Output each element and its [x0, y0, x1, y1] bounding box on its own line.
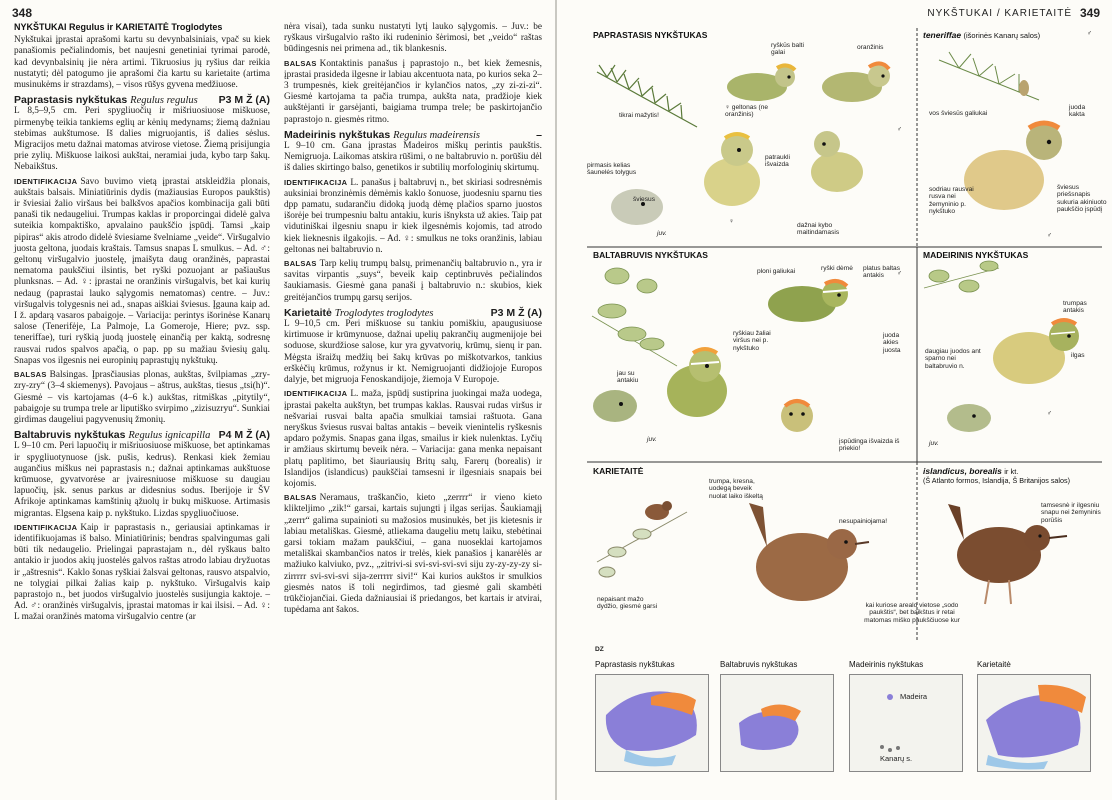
pine-cone — [1019, 80, 1029, 96]
panel-title-teneriffae — [923, 30, 1040, 40]
species-body: L 9–10 cm. Gana įprastas Madeiros miškų perintis paukštis. Nemigruoja. Laikomas atskira rūšimi, o ne baltabruvio n. porūšiu dėl iš dalies skirtingo balso, genetikos ir subtilių morfologinių skirtumų. — [284, 141, 542, 174]
goldcrest-juvenile-head — [611, 189, 663, 225]
caption: ryški dėmė — [821, 265, 853, 272]
id-paragraph — [284, 388, 542, 490]
caption: tikrai mažytis! — [619, 112, 659, 119]
firecrest-illustration — [587, 256, 912, 461]
range-map-goldcrest — [595, 674, 709, 772]
caption: ryškiau žaliai viršus nei p. nykštuko — [733, 330, 771, 352]
caption: nesupainiojama! — [839, 518, 888, 525]
title-suffix: ir kt. — [1004, 467, 1019, 476]
left-column-1 — [14, 22, 270, 626]
caption: vos šviesūs galiukai — [929, 110, 988, 117]
family-intro: Nykštukai įprastai aprašomi kartu su devynbalsiniais, vpač su kiek panašiomis pečialindomis, bet naujesni genetiniai tyrimai parodė, kad devynbalsinių jie nėra artimi. Tikruosius jų ryšius dar reikia nustatyti; dėl patogumo jie aprašomi čia kartu su karietaite (artima musinukėms ir strazdams), – visos rūšys gyvena medžiuose. — [14, 35, 270, 91]
title-sci: islandicus, borealis — [923, 466, 1002, 476]
panel-title-wren: KARIETAITĖ — [593, 466, 644, 476]
species-name: Madeirinis nykštukas — [284, 128, 391, 141]
leafy-twig — [924, 261, 999, 292]
caption: trumpa, kresna, uodegą beveik nuolat laiko iškeltą — [709, 478, 763, 500]
wren-small — [645, 501, 672, 520]
species-heading-madeira — [284, 130, 542, 141]
caption: ploni galiukai — [757, 268, 796, 275]
species-name: Paprastasis nykštukas — [14, 94, 128, 107]
voice-text: Balsingas. Įprasčiausias plonas, aukštas, švilpiamas „zry-zry-zry“ (3–4 skiemenys). Pavojaus – aštrus, aukštas, tiesus „tsi(h)“. Giesmė – vis kartojamas (4–6 k.) aukštas, ritmiškas „pitytily“, pabaigoje su trumpa trele ar liputiško svirpimo „zizisuzryu“. Sunkiai girdimas daugeliui pagyvenusių žmonių. — [14, 370, 270, 425]
status-code: – — [536, 128, 542, 141]
madeira-juvenile-head — [947, 404, 991, 432]
species-heading-wren — [284, 308, 542, 319]
voice-paragraph — [284, 492, 542, 616]
caption: jau su antakiu — [617, 370, 639, 385]
caption-symbol: ♂ — [897, 126, 902, 133]
caption-symbol: ♂ — [1047, 232, 1052, 239]
right-page — [557, 0, 1112, 800]
voice-label: BALSAS — [284, 58, 317, 68]
caption: juv. — [647, 436, 657, 443]
voice-text: Tarp kelių trumpų balsų, primenančių baltabruvio n., yra ir savitas virpantis „suys“, beveik kaip ceptinbruvės pečialindos šaukiamasis. Giesmė gana panaši į baltabruvio n.: skubios, kiek greitėjančios trumpų garsų serijos. — [284, 259, 542, 303]
species-body: L 9–10,5 cm. Peri miškuose su tankiu pomiškiu, apaugusiuose kirtimuose ir krūmynuose, dažnai upelių pakrančių augmenijoje bei soduose, skurdžiose salose, kur yra gyvatvorių, krūmų, sienų ir pan. Mėgsta išraižų medžių bei šakų krūvas po miškotvarkos, tankius erškėčių krūmus, rožynus ir kt. Nemigruojanti didžiojoje Europos dalyje, bet migruoja Fenoskandijoje, žiemoja V Europoje. — [284, 319, 542, 386]
madeira-bird-1 — [993, 320, 1079, 384]
maps-corner-label: DZ — [595, 646, 604, 653]
species-sci: Regulus ignicapilla — [128, 430, 211, 442]
caption: dažnai kybo maitindamasis — [797, 222, 840, 237]
caption: oranžinis — [857, 44, 884, 51]
species-body: L 9–10 cm. Peri lapuočių ir mišriuosiuose miškuose, bet aptinkamas ir spygliuotynuose (jsk. pušis, kedrus). Renkasi kiek žemiau augančius miškus nei paprastasis n.; dažnai aptinkamas aukštuose krūmuose, gyvatvorėse ar įvairesniuose miškuose su daugiau lapuočių, įsk. senus parkus ar didesnius sodus. Iberijoje ir ŠV Afrikoje aptinkamas kamštinių ąžuolų ir bukų miškuose. Artimasis migrantas. Elgsena kaip p. nykštuko. Lizdas spygliuočiuose. — [14, 441, 270, 519]
species-heading-firecrest — [14, 430, 270, 441]
status-code: P4 M Ž (A) — [218, 429, 270, 442]
caption: juoda kakta — [1069, 104, 1086, 119]
species-sci: Regulus regulus — [130, 95, 198, 107]
left-page — [0, 0, 555, 800]
running-head: NYKŠTUKAI / KARIETAITĖ — [927, 8, 1072, 19]
goldcrest-bird-4 — [811, 131, 863, 192]
caption: juv. — [657, 230, 667, 237]
voice-label: BALSAS — [284, 493, 317, 503]
title-sci: teneriffae — [923, 30, 962, 40]
caption: juv. — [929, 440, 939, 447]
page-number-left: 348 — [12, 6, 33, 20]
id-label: IDENTIFIKACIJA — [14, 522, 78, 532]
map-label-madeira: Madeira — [900, 692, 928, 701]
caption: tamsesnė ir ilgesniu snapu nei žemyninis porūšis — [1041, 502, 1101, 524]
caption: patraukli išvaizda — [765, 154, 790, 169]
id-paragraph — [14, 522, 270, 624]
caption: pirmasis kelias šaunelės tolygus — [587, 162, 637, 177]
map-title-goldcrest: Paprastasis nykštukas — [595, 660, 675, 669]
voice-label: BALSAS — [14, 370, 47, 380]
caption: juoda akies juosta — [883, 332, 901, 354]
status-code: P3 M Ž (A) — [490, 306, 542, 319]
caption: nepaisant mažo dydžio, giesmė garsi — [597, 596, 658, 611]
caption: šviesus priešsnapis sukuria akiniuoto paukščio įspūdį — [1057, 184, 1107, 214]
status-code: P3 M Ž (A) — [218, 94, 270, 107]
range-map-wren — [977, 674, 1091, 772]
id-text: L. maža, įspūdį sustiprina juokingai maža uodega, įprastai pakelta aukštyn, bet trumpas kaklas. Rausvai rudas viršus ir nešvariai rusvai balta apačia smulkiai tamsiai raštuota. Gana neryškus šviesus rusvai baltas antakis – beveik vienintelis ryškesnis apdaro požymis. Snapas gana ilgas, smailus ir kiek nulenktas. Lyčių ir amžiaus skirtumų beveik nėra. – Variacija: gana menka nepaisant platų paplitimo, bet šiauriausių Britų salų, Farerų (borealis) ir Islandijos (islandicus) paukščiai tamsesni ir ilgesniais snapais bei kojomis. — [284, 389, 542, 489]
range-map-madeira — [849, 674, 963, 772]
goldcrest-bird-2 — [822, 63, 890, 102]
twig — [597, 512, 687, 577]
species-body: L 8,5–9,5 cm. Peri spygliuočių ir mišriuosiuose miškuose, pirmenybę teikia tankiems eglių ar kėnių medynams; žiemą dažniau stebimas aukštumose. Iš dalies migruojantis, iš dalies sėslus. Migracijos metu dažnai matomas atvirose vietose. Žiemą prisijungia prie zylių. Miškuose laikosi aukštai, neramiai juda, kybo tarp šakų. Nebaikštus. — [14, 106, 270, 173]
id-label: IDENTIFIKACIJA — [14, 176, 78, 186]
map-title-firecrest: Baltabruvis nykštukas — [720, 660, 798, 669]
caption: daugiau juodos ant sparno nei baltabruvio n. — [925, 348, 981, 370]
id-text: Kaip ir paprastasis n., geriausiai aptinkamas ir identifikuojamas iš balso. Miniatiūrinis; bendras spalvingumas gali būti tik nedaugelio. Prielingai paprastajam n., dėl ryškaus balto antakio ir juodos akių juostelės galvos raštas atrodo labiau dryžuotas ir „aštresnis“. Kaklo šonas ryškiai žalsvai geltonas, rausvo atspalvio, ne tolygiai pilkai žalias kaip p. nykštuko. Viršugalvis kaip paprastojo n., bet juodos viršugalvio juostelės susijungia kaktoje. – Ad. ♂: oranžinės viršugalvis, įprastai matomas ir kai ilsisi. – Ad. ♀: L mažai oranžinės matoma viršugalvio centre (ar — [14, 522, 270, 623]
id-paragraph — [14, 176, 270, 367]
species-sci: Troglodytes troglodytes — [334, 307, 434, 319]
panel-title-firecrest: BALTABRUVIS NYKŠTUKAS — [593, 250, 708, 260]
left-column-2 — [284, 22, 542, 618]
caption-symbol: ♂ — [897, 270, 902, 277]
leafy-branch — [592, 268, 677, 366]
voice-text: Kontaktinis panašus į paprastojo n., bet kiek žemesnis, įprastai prasideda ilgesne ir labiau akcentuota nata, po kurios seka 2–3 trumpesnės, kiek greitėjančios ir kylančios natos, „zy zi-zi-zi“. Giesmė kartojama ta pačia trumpa, aukšta nata, pradžioje kiek aukštėjanti ir garsėjanti, baigiama trumpa trele; be paskirtojančio paprastojo n. giesmės ritmo. — [284, 58, 542, 125]
goldcrest-bird-3 — [704, 134, 760, 206]
caption: ♀ geltonas (ne oranžinis) — [725, 104, 769, 119]
caption-symbol: ♂ — [1047, 410, 1052, 417]
range-map-firecrest — [720, 674, 834, 772]
voice-text: Neramaus, traškančio, kieto „zerrrr“ ir vieno kieto klikteljimo „zik!“ garsai, kartais sujungti į ilgas serijas. Šaukiamąjį „zerrr“ galima supainioti su mažosios musinukės, bet jis kietesnis ir labiau metališkas. Giesmė, atliekama daugeliu metų laiku, stebėtinai garsi tokiam mažam paukščiui, – gana nuoseklai kartojamos metališkai skambančios natos ir trelės, kiek panašios į kanarėlės ar mažiuko kalviuko, pvz., „zitrivi-si svi-svi-svi-svi siju zy-zy-zy-zy si-zirrrrr svi-svi-svi sija-zerrrrr sivi!“ Kai kurios aukštos ir smulkios giesmės natos iš toli negirdimos, tad giesmė gali skambėti trūkčiojančiai. Gieda dažniausiai iš priedangos, bet kartais ir atvirai, tupėdama ant šakos. — [284, 493, 542, 616]
id-paragraph — [284, 177, 542, 256]
firecrest-bird-2 — [667, 349, 727, 417]
id-text: Savo buvimo vietą įprastai atskleidžia plonais, aukštais balsais. Miniatiūrinis dydis (mažiausias Europos paukštis) ir šviesiai žalio viršaus bei balkšvos apačios kombinacija gali būti panaši tik nedaugeliui. Trumpas kaklas ir proporcingai didelė galva suteikia kompaktiško, apvalaino paukščio įspūdį. Tamsi „kaip pipiras“ akis atrodo didelė šviesiame švelniame „veide“. Viršugalvio juosta geltona, juodais kraštais. Tamsus snapas L smulkus. – Ad. ♂: geltonų viršugalvio juostelę, įmaišyta daug oranžinės, paprastai nematoma paukščiui ilsintis, bet ryški pozuojant ar pašiaušus plunksnas. – Ad. ♀: įprastai ne oranžinis viršugalvis, bet kai kurių nedaug (paprastai lauko sąlygomis nematomas) centre. – Juv.: viršugalvis tolygesnis nei ad., snapas aiškiai šviesus. Įgauna kaip ad. I ž. apdarą vasaros pabaigoje. – Variacija: perintys išorinėse Kanarų salose (Tenerifėje, La Palmoje, La Gomeroje, Hiere; pvz. ssp. teneriffae), turi ryškią juodą juostelę einančią per kaktą, sodresnę rausvai rudos spalvos apačią, o pap. pp su mažiau šviesių galų. Snapas vos ilgesnis nei europinių paprastųjų nykštukų. — [14, 176, 270, 366]
firecrest-front-view — [781, 400, 813, 432]
voice-paragraph — [284, 58, 542, 126]
caption: ilgas — [1071, 352, 1085, 359]
map-title-wren: Karietaitė — [977, 660, 1011, 669]
species-name: Baltabruvis nykštukas — [14, 429, 126, 442]
species-heading-goldcrest — [14, 95, 270, 106]
voice-paragraph — [14, 369, 270, 426]
map-title-madeira: Madeirinis nykštukas — [849, 660, 924, 669]
map-label-canary: Kanarų s. — [880, 754, 913, 763]
continued-text: nėra visai), tada sunku nustatyti lytį lauko sąlygomis. – Juv.: be ryškaus viršugalvio rašto iki rudeninio šėrimosi, bet „veido“ raštas būdingesnis nei primena ad., tik blankesnis. — [284, 22, 542, 55]
caption: įspūdinga išvaizda iš priekio! — [839, 438, 900, 453]
title-sub: (išorinės Kanarų salos) — [963, 31, 1041, 40]
species-sci: Regulus madeirensis — [393, 129, 480, 141]
caption-symbol: ♂ — [1087, 30, 1092, 37]
title-sub: (Š Atlanto formos, Islandija, Š Britanijos salos) — [923, 476, 1071, 485]
caption: platus baltas antakis — [863, 265, 901, 280]
goldcrest-bird-1 — [727, 65, 795, 101]
caption: sodriau rausvai rusva nei žemyninio p. nykštuko — [929, 186, 974, 216]
caption: ryškūs balti galai — [771, 42, 804, 57]
id-text: L. panašus į baltabruvį n., bet skiriasi sodresnėmis auksiniai bronzinėmis dėmėmis kaklo šonuose, juodesniu sparnu ties dpp pamatu, sudarančiu didoką juodą dėmę plačios sparno juostos išorėje bei trumpesniu baltu antakiu, kuris išnyksta už akies. Taip pat vidutiniškai ilgesniu snapu ir kiek ilgesnėmis kojomis, tad atrodo kiek lieknesnis ilgakojis. – Ad. ♀: smulkus ne toks oranžinis, labiau geltonas nei baltabruvio n. — [284, 177, 542, 255]
id-label: IDENTIFIKACIJA — [284, 177, 348, 187]
panel-title-goldcrest: PAPRASTASIS NYKŠTUKAS — [593, 30, 708, 40]
caption: trumpas antakis — [1063, 300, 1087, 315]
id-label: IDENTIFIKACIJA — [284, 389, 348, 399]
goldcrest-illustration — [587, 32, 917, 247]
firecrest-bird-1 — [768, 281, 849, 322]
species-name: Karietaitė — [284, 306, 332, 319]
voice-label: BALSAS — [284, 259, 317, 269]
caption: kai kuriose arealo vietose „sodo paukštis“, bet baikštus ir retai matomas miško paukščiuose kur — [864, 602, 960, 624]
panel-title-islandicus — [923, 466, 1103, 485]
caption: šviesus — [633, 196, 655, 203]
family-heading: NYKŠTUKAI Regulus ir KARIETAITĖ Troglodytes — [14, 22, 223, 32]
caption-symbol: ♀ — [729, 218, 734, 225]
firecrest-juvenile-head — [593, 390, 637, 422]
page-number-right: 349 — [1079, 6, 1100, 20]
panel-title-madeira: MADEIRINIS NYKŠTUKAS — [923, 250, 1029, 260]
voice-paragraph — [284, 258, 542, 304]
